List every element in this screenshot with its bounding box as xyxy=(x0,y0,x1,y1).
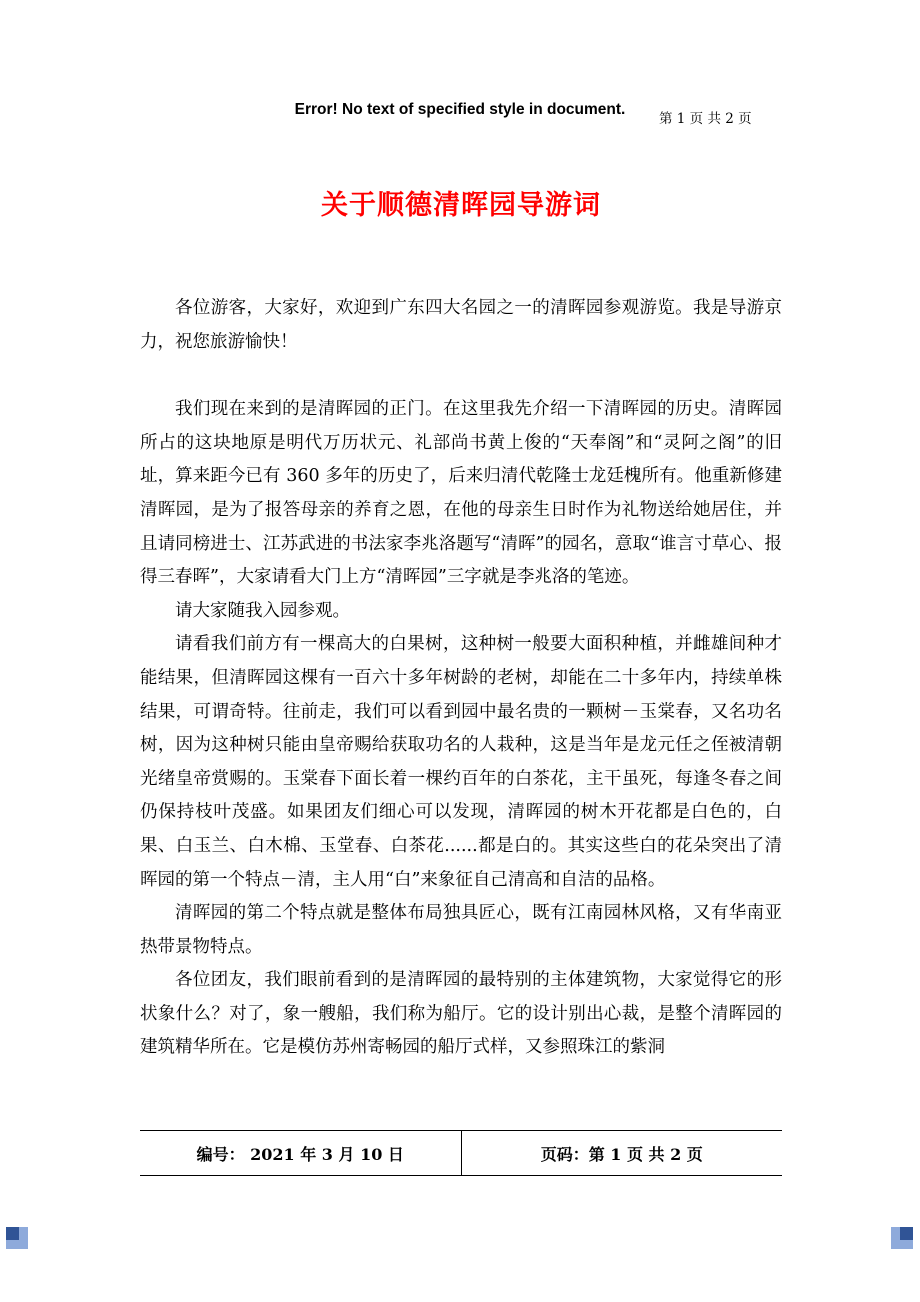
paragraph-invite: 请大家随我入园参观。 xyxy=(175,600,350,621)
paragraph-boat-hall: 各位团友，我们眼前看到的是清晖园的最特别的主体建筑物，大家觉得它的形状象什么？对了，象一艘船，我们称为船厅。它的设计别出心裁，是整个清晖园的建筑精华所在。它是模仿苏州寄畅园的船厅式样，又参照珠江的紫洞 xyxy=(140,970,782,1058)
corner-decoration-inner xyxy=(6,1227,19,1240)
paragraph-history: 我们现在来到的是清晖园的正门。在这里我先介绍一下清晖园的历史。清晖园所占的这块地原是明代万历状元、礼部尚书黄上俊的“天奉阁”和“灵阿之阁”的旧址，算来距今已有 360 多年的历史了，后来归清代乾隆士龙廷槐所有。他重新修建清晖园，是为了报答母亲的养育之恩，在他的母亲生日时作为礼物送给她居住，并且请同榜进士、江苏武进的书法家李兆洛题写“清晖”的园名，意取“谁言寸草心、报得三春晖”，大家请看大门上方“清晖园”三字就是李兆洛的笔迹。 xyxy=(140,399,782,588)
page-title: 关于顺德清晖园导游词 xyxy=(321,190,601,221)
header-page-number: 第 1 页 共 2 页 xyxy=(659,111,752,127)
footer-serial-date: 编号： 2021 年 3 月 10 日 xyxy=(140,1131,462,1175)
document-body xyxy=(140,292,782,1065)
paragraph-greeting: 各位游客，大家好，欢迎到广东四大名园之一的清晖园参观游览。我是导游京力，祝您旅游愉快！ xyxy=(140,298,782,352)
footer-table xyxy=(140,1130,782,1176)
corner-decoration-inner xyxy=(900,1227,913,1240)
paragraph-trees: 请看我们前方有一棵高大的白果树，这种树一般要大面积种植，并雌雄间种才能结果，但清晖园这棵有一百六十多年树龄的老树，却能在二十多年内，持续单株结果，可谓奇特。往前走，我们可以看到园中最名贵的一颗树－玉棠春，又名功名树，因为这种树只能由皇帝赐给获取功名的人栽种，这是当年是龙元任之侄被清朝光绪皇帝赏赐的。玉棠春下面长着一棵约百年的白茶花，主干虽死，每逢冬春之间仍保持枝叶茂盛。如果团友们细心可以发现，清晖园的树木开花都是白色的，白果、白玉兰、白木棉、玉堂春、白茶花......都是白的。其实这些白的花朵突出了清晖园的第一个特点－清，主人用“白”来象征自己清高和自洁的品格。 xyxy=(140,634,782,890)
footer-page-number: 页码：第 1 页 共 2 页 xyxy=(540,1144,703,1164)
corner-decoration-bottom-right-icon xyxy=(891,1227,913,1249)
paragraph-layout-feature: 清晖园的第二个特点就是整体布局独具匠心，既有江南园林风格，又有华南亚热带景物特点。 xyxy=(140,903,782,957)
header-error-text: Error! No text of specified style in document. xyxy=(294,101,626,118)
corner-decoration-bottom-left-icon xyxy=(6,1227,28,1249)
